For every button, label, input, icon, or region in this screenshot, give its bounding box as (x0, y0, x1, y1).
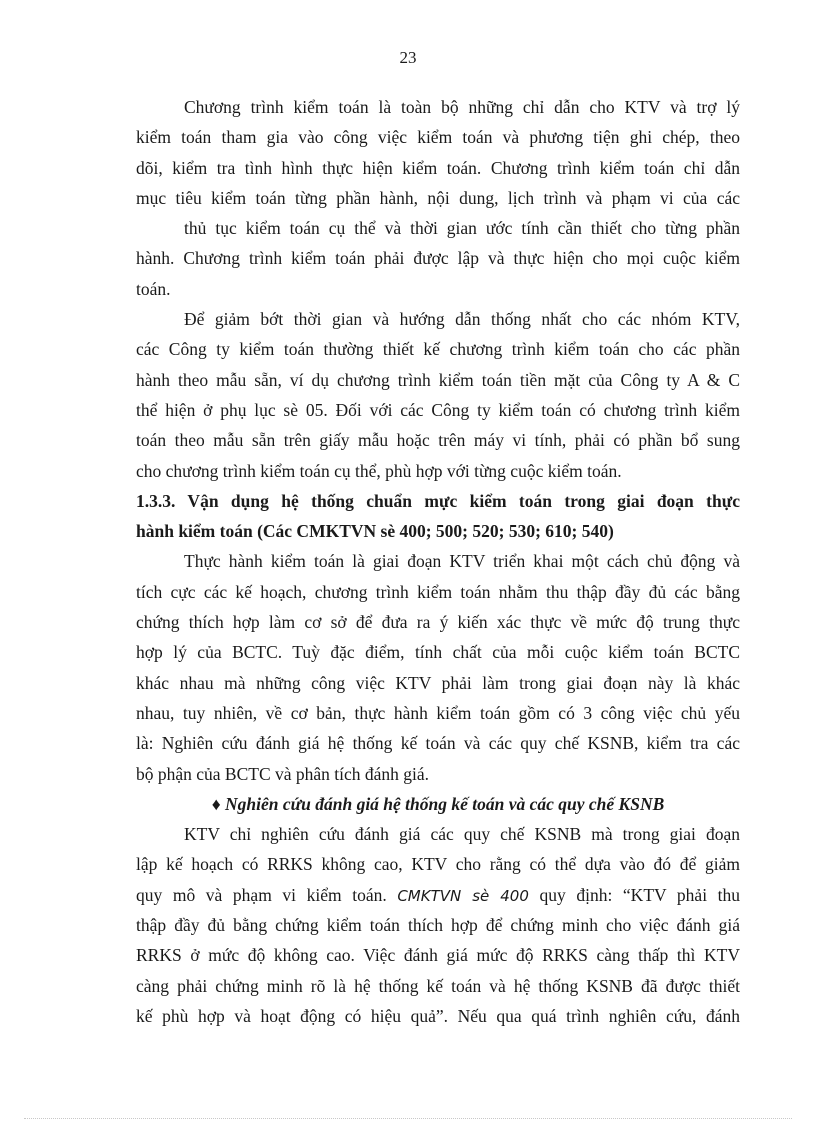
heading-line: 1.3.3. Vận dụng hệ thống chuẩn mực kiểm toán trong giai đoạn thực (136, 490, 740, 511)
text-line: cho chương trình kiểm toán cụ thể, phù hợp với từng cuộc kiểm toán. (136, 460, 622, 481)
text-line: lập kế hoạch có RRKS không cao, KTV cho rằng có thể dựa vào đó để giảm (136, 854, 740, 875)
text-line: khác nhau mà những công việc KTV phải làm trong giai đoạn này là khác (136, 672, 740, 693)
bullet-subheading: ♦ Nghiên cứu đánh giá hệ thống kế toán và các quy chế KSNB (211, 793, 665, 814)
text-line: tích cực các kế hoạch, chương trình kiểm toán nhằm thu thập đầy đủ các bằng (136, 581, 740, 602)
section-heading-1-3-3 (136, 486, 740, 547)
text-line: mục tiêu kiểm toán từng phần hành, nội dung, lịch trình và phạm vi của các (136, 187, 740, 208)
text-line: toán theo mẫu sẵn trên giấy mẫu hoặc trên máy vi tính, phải có phần bổ sung (136, 430, 740, 451)
heading-line: hành kiểm toán (Các CMKTVN sè 400; 500; 520; 530; 610; 540) (136, 521, 614, 542)
document-body (136, 92, 740, 1031)
page-bottom-rule (24, 1118, 792, 1119)
paragraph-audit-program (136, 92, 740, 304)
text-line (136, 880, 740, 910)
text-line: RRKS ở mức độ không cao. Việc đánh giá mức độ RRKS càng thấp thì KTV (136, 945, 740, 966)
text-line: hợp lý của BCTC. Tuỳ đặc điểm, tính chất của mỗi cuộc kiểm toán BCTC (136, 642, 740, 663)
text-line: bộ phận của BCTC và phân tích đánh giá. (136, 763, 430, 784)
text-line: KTV chỉ nghiên cứu đánh giá các quy chế KSNB mà trong giai đoạn (184, 824, 740, 845)
standard-reference: CMKTVN sè 400 (397, 886, 529, 905)
text-line: Để giảm bớt thời gian và hướng dẫn thống nhất cho các nhóm KTV, (184, 309, 740, 330)
text-span: quy định: “KTV phải thu (528, 884, 741, 905)
text-line: Thực hành kiểm toán là giai đoạn KTV triển khai một cách chủ động và (184, 551, 740, 572)
paragraph-standard-templates (136, 304, 740, 486)
text-line: hành. Chương trình kiểm toán phải được lập và thực hiện cho mọi cuộc kiểm (136, 248, 740, 269)
text-line: chứng thích hợp làm cơ sở để đưa ra ý kiến xác thực về mức độ trung thực (136, 612, 740, 633)
text-line: thể hiện ở phụ lục sè 05. Đối với các Công ty kiểm toán có chương trình kiểm (136, 399, 740, 420)
paragraph-internal-control (136, 819, 740, 1031)
text-line: là: Nghiên cứu đánh giá hệ thống kế toán và các quy chế KSNB, kiểm tra các (136, 733, 740, 754)
text-span: quy mô và phạm vi kiểm toán. (136, 884, 387, 905)
page-number: 23 (399, 48, 417, 67)
text-line: hành theo mẫu sẵn, ví dụ chương trình kiểm toán tiền mặt của Công ty A & C (136, 369, 740, 390)
text-line: kế phù hợp và hoạt động có hiệu quả”. Nếu qua quá trình nghiên cứu, đánh (136, 1005, 740, 1026)
text-line: toán. (136, 278, 171, 299)
text-line: kiểm toán tham gia vào công việc kiểm toán và phương tiện ghi chép, theo (136, 127, 740, 148)
text-line: thủ tục kiểm toán cụ thể và thời gian ước tính cần thiết cho từng phần (184, 218, 740, 239)
text-line: càng phải chứng minh rõ là hệ thống kế toán và hệ thống KSNB đã được thiết (136, 975, 740, 996)
text-line: dõi, kiểm tra tình hình thực hiện kiểm toán. Chương trình kiểm toán chỉ dẫn (136, 157, 740, 178)
text-line: các Công ty kiểm toán thường thiết kế chương trình kiểm toán cho các phần (136, 339, 740, 360)
text-line: Chương trình kiểm toán là toàn bộ những chỉ dẫn cho KTV và trợ lý (184, 97, 740, 117)
paragraph-audit-execution (136, 546, 740, 788)
text-line: nhau, tuy nhiên, về cơ bản, thực hành kiểm toán gồm có 3 công việc chủ yếu (136, 702, 740, 723)
text-line: thập đầy đủ bằng chứng kiểm toán thích hợp để chứng minh cho việc đánh giá (136, 915, 740, 936)
